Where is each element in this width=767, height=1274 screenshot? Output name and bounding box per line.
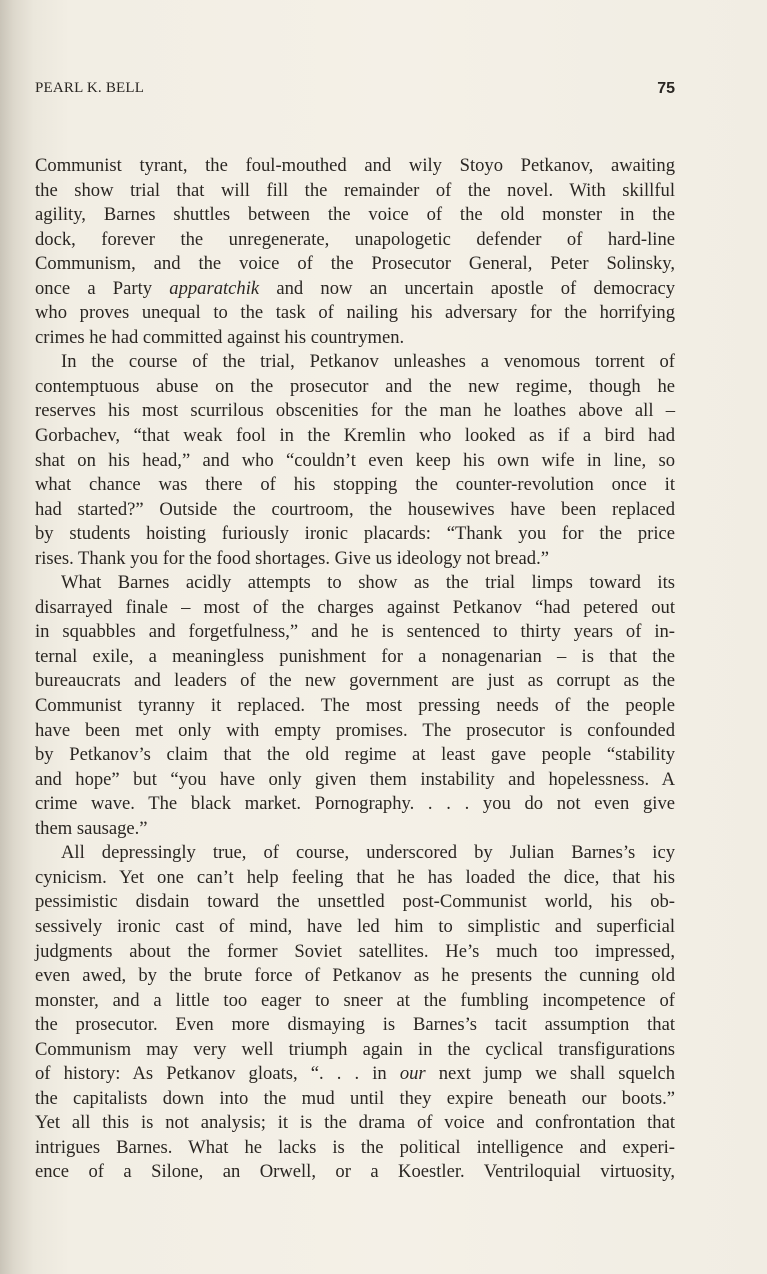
text-line: them sausage.” <box>35 817 148 839</box>
text-line: Gorbachev, “that weak fool in the Kremlin who looked as if a bird had <box>35 425 675 447</box>
text-line: the capitalists down into the mud until they expire beneath our boots.” <box>35 1087 675 1109</box>
text-segment: of history: As Petkanov gloats, “. . . in <box>35 1063 400 1085</box>
text-line: dock, forever the unregenerate, unapologetic defender of hard-line <box>35 228 675 250</box>
page-number: 75 <box>657 80 675 97</box>
text-line: Yet all this is not analysis; it is the drama of voice and confrontation that <box>35 1112 675 1134</box>
text-line: judgments about the former Soviet satellites. He’s much too impressed, <box>35 940 675 962</box>
text-line: bureaucrats and leaders of the new government are just as corrupt as the <box>35 670 675 692</box>
text-line: monster, and a little too eager to sneer at the fumbling incompetence of <box>35 989 675 1011</box>
text-segment: and now an uncertain apostle of democracy <box>259 277 676 299</box>
text-line: All depressingly true, of course, underscored by Julian Barnes’s icy <box>61 842 675 864</box>
text-line: Communist tyranny it replaced. The most pressing needs of the people <box>35 695 675 717</box>
text-line: had started?” Outside the courtroom, the housewives have been replaced <box>35 498 675 520</box>
text-line: crime wave. The black market. Pornography. . . . you do not even give <box>35 793 675 815</box>
text-line: ternal exile, a meaningless punishment for a nonagenarian – is that the <box>35 645 675 667</box>
text-line: in squabbles and forgetfulness,” and he is sentenced to thirty years of in- <box>35 621 675 643</box>
text-line: rises. Thank you for the food shortages. Give us ideology not bread.” <box>35 547 549 569</box>
text-line: ence of a Silone, an Orwell, or a Koestler. Ventriloquial virtuosity, <box>35 1161 675 1183</box>
text-line <box>35 277 675 302</box>
text-line: by Petkanov’s claim that the old regime at least gave people “stability <box>35 744 675 766</box>
text-line: sessively ironic cast of mind, have led him to simplistic and superficial <box>35 915 675 937</box>
text-line: contemptuous abuse on the prosecutor and the new regime, though he <box>35 375 675 397</box>
text-segment: once a Party <box>35 277 170 299</box>
text-line: Communism may very well triumph again in the cyclical transfigurations <box>35 1038 675 1060</box>
text-line: the show trial that will fill the remainder of the novel. With skillful <box>35 179 675 201</box>
text-line: disarrayed finale – most of the charges against Petkanov “had petered out <box>35 596 675 618</box>
text-line: reserves his most scurrilous obscenities for the man he loathes above all – <box>35 400 675 422</box>
italic-text: our <box>399 1063 426 1085</box>
text-line: agility, Barnes shuttles between the voice of the old monster in the <box>35 204 675 226</box>
text-line: intrigues Barnes. What he lacks is the political intelligence and experi- <box>35 1136 675 1158</box>
text-line: pessimistic disdain toward the unsettled post-Communist world, his ob- <box>35 891 675 913</box>
text-line: What Barnes acidly attempts to show as the trial limps toward its <box>61 572 675 594</box>
text-line: even awed, by the brute force of Petkanov as he presents the cunning old <box>35 965 675 987</box>
text-line: shat on his head,” and who “couldn’t even keep his own wife in line, so <box>35 449 675 471</box>
text-line: crimes he had committed against his countrymen. <box>35 326 405 348</box>
text-line: have been met only with empty promises. The prosecutor is confounded <box>35 719 675 741</box>
text-line: Communism, and the voice of the Prosecutor General, Peter Solinsky, <box>35 253 675 275</box>
text-line: and hope” but “you have only given them instability and hopelessness. A <box>35 768 675 790</box>
italic-text: apparatchik <box>169 277 260 299</box>
text-line: by students hoisting furiously ironic placards: “Thank you for the price <box>35 523 675 545</box>
running-head <box>35 80 675 102</box>
text-line: cynicism. Yet one can’t help feeling that he has loaded the dice, that his <box>35 866 675 888</box>
text-line <box>35 1062 675 1087</box>
text-line: what chance was there of his stopping the counter-revolution once it <box>35 474 675 496</box>
text-line: Communist tyrant, the foul-mouthed and wily Stoyo Petkanov, awaiting <box>35 155 675 176</box>
running-head-author: PEARL K. BELL <box>35 80 145 96</box>
text-line: who proves unequal to the task of nailing his adversary for the horrifying <box>35 302 675 324</box>
text-segment: next jump we shall squelch <box>425 1063 676 1085</box>
text-line: the prosecutor. Even more dismaying is Barnes’s tacit assumption that <box>35 1014 675 1036</box>
body-text <box>35 154 675 1185</box>
text-line: In the course of the trial, Petkanov unleashes a venomous torrent of <box>61 351 675 373</box>
